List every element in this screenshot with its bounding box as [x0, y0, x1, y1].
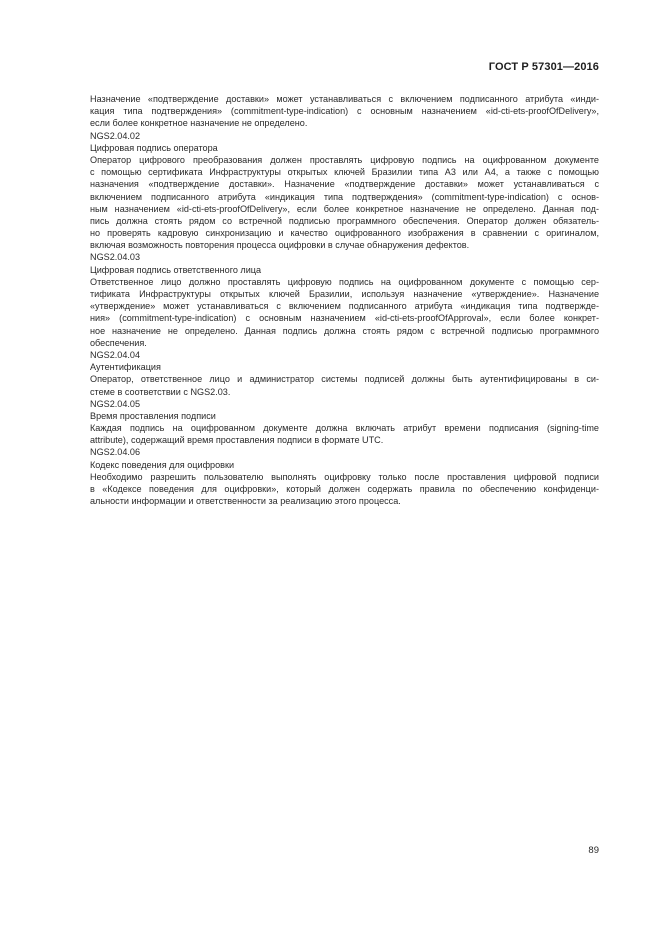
- text-line: Назначение «подтверждение доставки» может устанавливаться с включением подписанного атрибута «инди-: [90, 94, 599, 104]
- section-label: [90, 446, 599, 458]
- text-line: ным назначением «id-cti-ets-proofOfDelivery», если более конкретное назначение не определено. Данная под-: [90, 203, 599, 214]
- text-line: «утверждение» может устанавливаться с включением подписанного атрибута «индикация типа подтвержде-: [90, 301, 599, 312]
- text-line: Каждая подпись на оцифрованном документе должна включать атрибут времени подписания (signing-time: [90, 423, 599, 434]
- text-line: ния» (commitment-type-indication) с основным назначением «id-cti-ets-proofOfApproval», если более конкрет-: [90, 313, 599, 324]
- text-line: Кодекс поведения для оцифровки: [90, 459, 235, 470]
- text-line: альности информации и ответственности за реализацию этого процесса.: [90, 496, 401, 507]
- text-line: с помощью сертификата Инфраструктуры открытых ключей Бразилии типа А3 или А4, а также с помощью: [90, 167, 599, 178]
- section-label: [90, 264, 599, 276]
- section-label: [90, 130, 599, 142]
- paragraph: [90, 276, 599, 349]
- document-header: ГОСТ Р 57301—2016: [488, 61, 599, 73]
- text-line: ное назначение не определено. Данная подпись должна стоять рядом с встречной подписью программного: [90, 325, 599, 336]
- page-number: 89: [588, 845, 599, 856]
- text-line: NGS2.04.06: [90, 447, 141, 458]
- document-body: [90, 93, 599, 507]
- paragraph: [90, 373, 599, 397]
- text-line: Ответственное лицо должно проставлять цифровую подпись на оцифрованном документе с помощью сер-: [90, 276, 599, 287]
- text-line: пись должна стоять рядом со встречной подписью программного обеспечения. Оператор должен обязатель-: [90, 215, 599, 226]
- paragraph: [90, 154, 599, 252]
- text-line: NGS2.04.04: [90, 349, 141, 360]
- text-line: тификата Инфраструктуры открытых ключей Бразилии, используя назначение «утверждение». Назначение: [90, 289, 599, 299]
- text-line: Цифровая подпись ответственного лица: [90, 264, 262, 275]
- text-line: кация типа подтверждения» (commitment-type-indication) с основным назначением «id-cti-ets-proofOfDelivery»,: [90, 106, 599, 117]
- text-line: стеме в соответствии с NGS2.03.: [90, 386, 231, 397]
- text-line: назначения «подтверждение доставки». Назначение «подтверждение доставки» может устанавливаться с: [90, 179, 599, 190]
- paragraph: [90, 93, 599, 130]
- paragraph: [90, 471, 599, 508]
- text-line: но проверять кадровую синхронизацию и качество оцифрованного изображения в сравнении с оригиналом,: [90, 228, 599, 239]
- section-label: [90, 349, 599, 361]
- text-line: NGS2.04.02: [90, 130, 141, 141]
- section-label: [90, 398, 599, 410]
- text-line: Оператор цифрового преобразования должен проставлять цифровую подпись на оцифрованном документе: [90, 154, 599, 165]
- text-line: NGS2.04.03: [90, 252, 141, 263]
- text-line: если более конкретное назначение не определено.: [90, 118, 308, 129]
- section-label: [90, 459, 599, 471]
- text-line: включая возможность повторения процесса оцифровки в случае обнаружения дефектов.: [90, 240, 470, 251]
- text-line: Цифровая подпись оператора: [90, 142, 218, 153]
- section-label: [90, 361, 599, 373]
- section-label: [90, 142, 599, 154]
- text-line: обеспечения.: [90, 337, 147, 348]
- text-line: включением подписанного атрибута «индикация типа подтверждения» (commitment-type-indication) с основ-: [90, 191, 599, 202]
- text-line: Время проставления подписи: [90, 410, 216, 421]
- text-line: Оператор, ответственное лицо и администратор системы подписей должны быть аутентифицированы в си-: [90, 374, 599, 385]
- section-label: [90, 251, 599, 263]
- section-label: [90, 410, 599, 422]
- text-line: Аутентификация: [90, 362, 161, 373]
- text-line: Необходимо разрешить пользователю выполнять оцифровку только после проставления цифровой подписи: [90, 471, 599, 482]
- paragraph: [90, 422, 599, 446]
- text-line: attribute), содержащий время проставления подписи в формате UTC.: [90, 435, 384, 446]
- text-line: NGS2.04.05: [90, 398, 141, 409]
- text-line: в «Кодексе поведения для оцифровки», который должен содержать правила по обеспечению конфиденци-: [90, 484, 599, 494]
